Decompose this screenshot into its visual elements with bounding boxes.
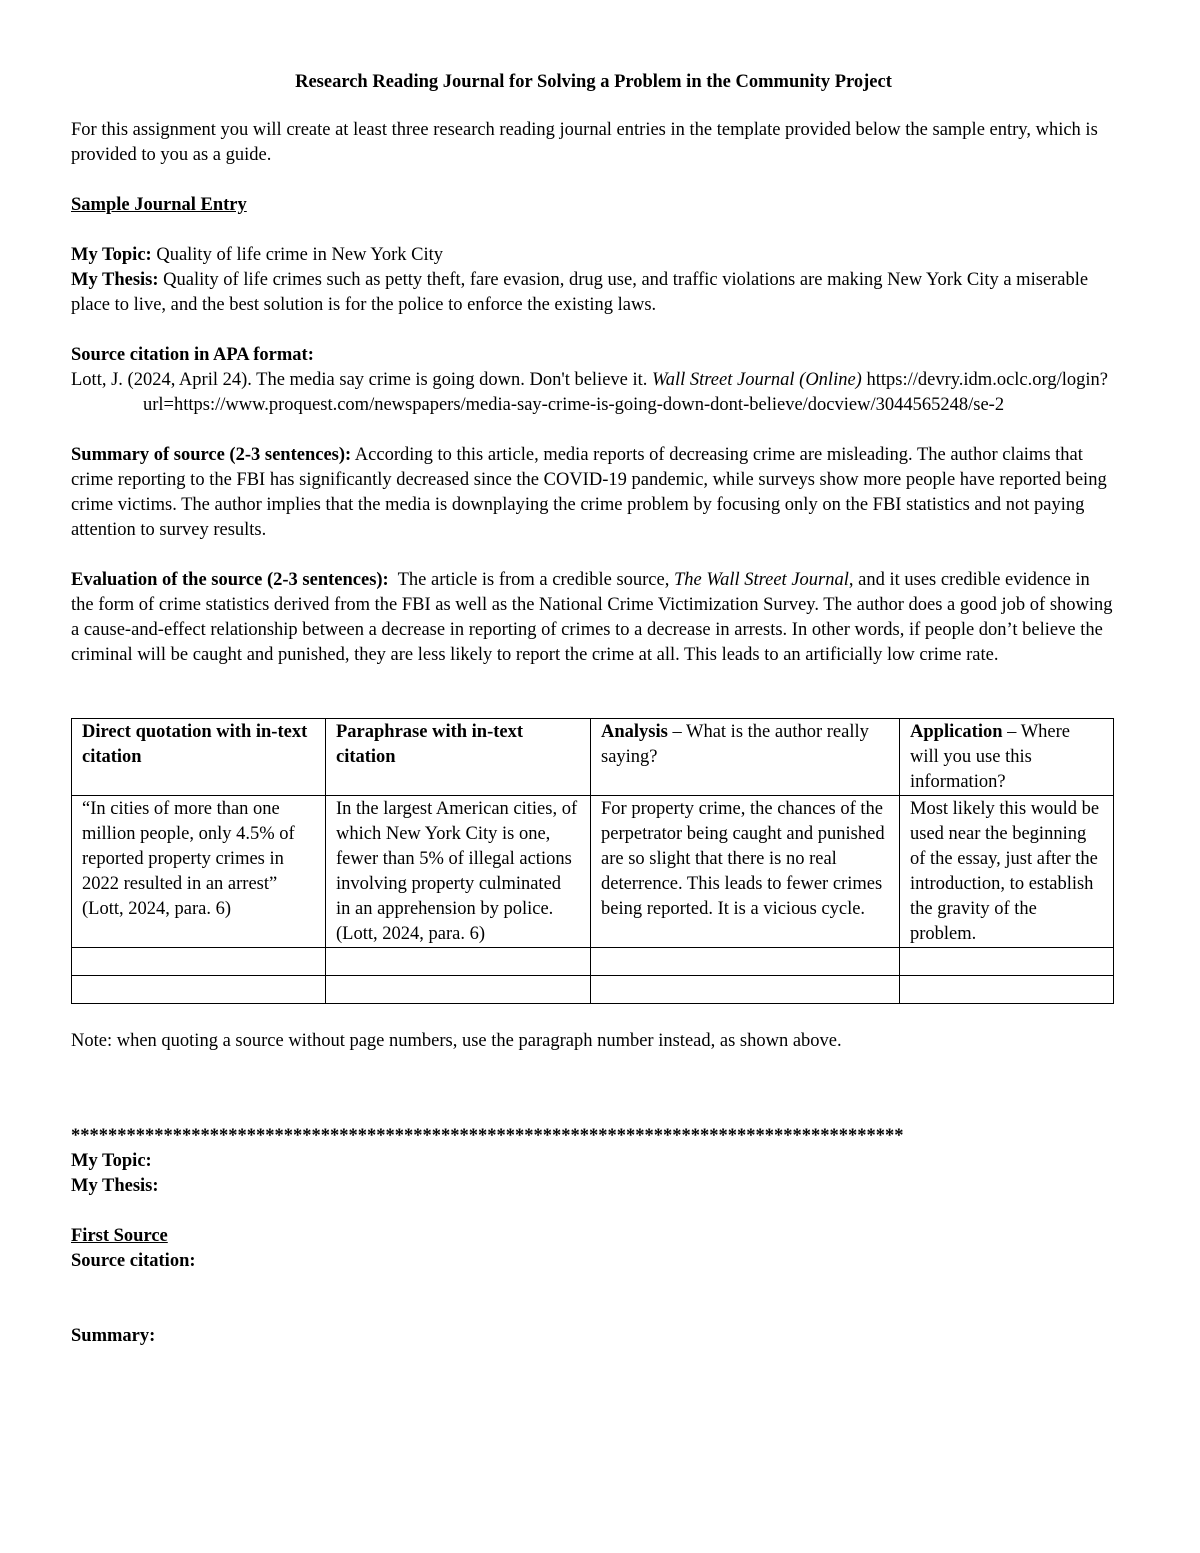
table-row-empty: [72, 948, 1114, 976]
thesis-line: [71, 268, 1116, 318]
header-application: [900, 719, 1114, 796]
empty-cell[interactable]: [900, 976, 1114, 1004]
summary-blank-label: Summary:: [71, 1326, 156, 1346]
source-citation-label: Source citation:: [71, 1251, 196, 1271]
empty-cell[interactable]: [72, 976, 326, 1004]
citation-text: [71, 368, 1116, 418]
summary-label: Summary of source (2-3 sentences):: [71, 445, 352, 465]
header-analysis-rest: – What is the author really saying?: [601, 722, 869, 767]
document-title: Research Reading Journal for Solving a Problem in the Community Project: [295, 72, 892, 92]
evaluation-paragraph: [71, 568, 1116, 668]
cell-quotation: “In cities of more than one million people, only 4.5% of reported property crimes in 2022 resulted in an arrest” (Lott, 2024, para. 6): [72, 796, 326, 948]
empty-cell[interactable]: [591, 976, 900, 1004]
header-paraphrase: Paraphrase with in-text citation: [326, 719, 591, 796]
cell-application: Most likely this would be used near the beginning of the essay, just after the introduction, to establish the gravity of the problem.: [900, 796, 1114, 948]
header-analysis-bold: Analysis: [601, 722, 668, 742]
citation-url: https://devry.idm.oclc.org/login?url=https://www.proquest.com/newspapers/media-say-crime-is-going-down-dont-believe/docview/3044565248/se-2: [143, 370, 1108, 415]
table-row-empty: [72, 976, 1114, 1004]
empty-cell[interactable]: [72, 948, 326, 976]
intro-paragraph: For this assignment you will create at least three research reading journal entries in the template provided below the sample entry, which is provided to you as a guide.: [71, 120, 1098, 165]
citation-label: Source citation in APA format:: [71, 345, 314, 365]
empty-cell[interactable]: [326, 948, 591, 976]
topic-line: [71, 243, 1116, 268]
document-page: [71, 70, 1116, 1349]
header-quotation: Direct quotation with in-text citation: [72, 719, 326, 796]
summary-text: According to this article, media reports of decreasing crime are misleading. The author claims that crime reporting to the FBI has significantly decreased since the COVID-19 pandemic, while surveys show more people have reported being crime victims. The author implies that the media is downplaying the crime problem by focusing only on the FBI statistics and not paying attention to survey results.: [71, 445, 1107, 540]
thesis-label: My Thesis:: [71, 270, 159, 290]
empty-cell[interactable]: [326, 976, 591, 1004]
empty-cell[interactable]: [591, 948, 900, 976]
citation-pre: Lott, J. (2024, April 24). The media say crime is going down. Don't believe it.: [71, 370, 653, 390]
note-paragraph: Note: when quoting a source without page numbers, use the paragraph number instead, as shown above.: [71, 1031, 842, 1051]
empty-cell[interactable]: [900, 948, 1114, 976]
table-header-row: [72, 719, 1114, 796]
topic-label: My Topic:: [71, 245, 152, 265]
citation-journal: Wall Street Journal (Online): [652, 370, 862, 390]
header-application-bold: Application: [910, 722, 1003, 742]
topic-value: Quality of life crime in New York City: [151, 245, 444, 265]
sample-heading: Sample Journal Entry: [71, 195, 247, 215]
evaluation-source: The Wall Street Journal: [673, 570, 849, 590]
evaluation-label: Evaluation of the source (2-3 sentences):: [71, 570, 389, 590]
table-row: [72, 796, 1114, 948]
cell-paraphrase: In the largest American cities, of which New York City is one, fewer than 5% of illegal actions involving property culminated in an apprehension by police. (Lott, 2024, para. 6): [326, 796, 591, 948]
separator-stars: ******************************************************************************************: [71, 1126, 904, 1146]
first-source-heading: First Source: [71, 1226, 168, 1246]
blank-thesis-label: My Thesis:: [71, 1176, 159, 1196]
blank-topic-label: My Topic:: [71, 1151, 152, 1171]
evaluation-pre: The article is from a credible source,: [388, 570, 674, 590]
thesis-value: Quality of life crimes such as petty theft, fare evasion, drug use, and traffic violations are making New York City a miserable place to live, and the best solution is for the police to enforce the existing laws.: [71, 270, 1089, 315]
evaluation-post: , and it uses credible evidence in the form of crime statistics derived from the FBI as well as the National Crime Victimization Survey. The author does a good job of showing a cause-and-effect relationship between a decrease in reporting of crimes to a decrease in arrests. In other words, if people don’t believe the criminal will be caught and punished, they are less likely to report the crime at all. This leads to an artificially low crime rate.: [71, 570, 1113, 665]
header-analysis: [591, 719, 900, 796]
summary-paragraph: [71, 443, 1116, 543]
journal-table: [71, 718, 1114, 1004]
header-application-rest: – Where will you use this information?: [910, 722, 1070, 792]
cell-analysis: For property crime, the chances of the perpetrator being caught and punished are so slight that there is no real deterrence. This leads to fewer crimes being reported. It is a vicious cycle.: [591, 796, 900, 948]
